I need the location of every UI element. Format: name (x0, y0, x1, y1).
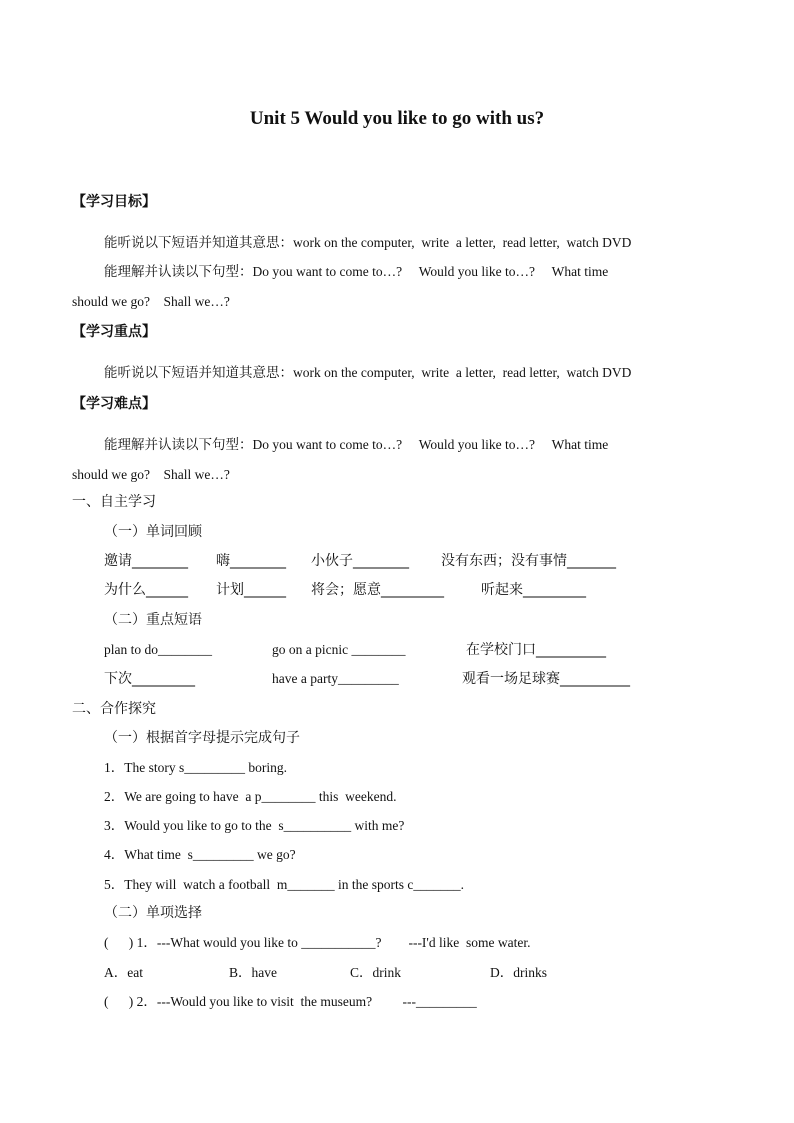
part1-sub1: （一）单词回顾 (104, 524, 202, 540)
part1-heading: 一、自主学习 (72, 494, 156, 510)
phrase-party: have a party_________ (272, 671, 399, 686)
part2-sub2: （二）单项选择 (104, 905, 202, 921)
phrase-next-time: 下次_________ (104, 671, 195, 687)
sentence-5: 5．They will watch a football m_______ in the sports c_______. (104, 877, 464, 892)
word-will: 将会；愿意_________ (311, 582, 444, 598)
word-hi: 嗨________ (216, 553, 286, 569)
word-nothing: 没有东西；没有事情_______ (441, 553, 616, 569)
word-plan: 计划______ (216, 582, 286, 598)
phrase-picnic: go on a picnic ________ (272, 642, 406, 657)
difficult-line-2: should we go? Shall we…? (72, 467, 230, 482)
difficult-line-1: 能理解并认读以下句型：Do you want to come to…? Would you like to…? What time (104, 437, 609, 452)
word-why: 为什么______ (104, 582, 188, 598)
goals-line-3: should we go? Shall we…? (72, 294, 230, 309)
goals-heading: 【学习目标】 (72, 194, 156, 210)
page-title: Unit 5 Would you like to go with us? (249, 108, 545, 129)
option-b: B．have (229, 965, 277, 980)
sentence-2: 2．We are going to have a p________ this weekend. (104, 789, 397, 804)
goals-line-1: 能听说以下短语并知道其意思：work on the computer, write a letter, read letter, watch DVD (104, 235, 632, 250)
word-invite: 邀请________ (104, 553, 188, 569)
choice-question-2: ( ) 2．---Would you like to visit the museum? ---_________ (104, 994, 477, 1009)
difficult-heading: 【学习难点】 (72, 396, 156, 412)
part1-sub2: （二）重点短语 (104, 612, 202, 628)
word-guy: 小伙子________ (311, 553, 409, 569)
option-c: C．drink (350, 965, 402, 980)
word-sound: 听起来_________ (481, 582, 586, 598)
sentence-4: 4．What time s_________ we go? (104, 847, 296, 862)
sentence-1: 1．The story s_________ boring. (104, 760, 287, 775)
choice-question-1: ( ) 1．---What would you like to ___________? ---I'd like some water. (104, 935, 531, 950)
part2-sub1: （一）根据首字母提示完成句子 (104, 730, 300, 746)
sentence-3: 3．Would you like to go to the s__________ with me? (104, 818, 405, 833)
option-d: D．drinks (490, 965, 547, 980)
goals-line-2: 能理解并认读以下句型：Do you want to come to…? Would you like to…? What time (104, 264, 609, 279)
phrase-school-gate: 在学校门口__________ (466, 642, 606, 658)
option-a: A．eat (104, 965, 143, 980)
phrase-football-match: 观看一场足球赛__________ (462, 671, 630, 687)
focus-heading: 【学习重点】 (72, 324, 156, 340)
focus-line-1: 能听说以下短语并知道其意思：work on the computer, write a letter, read letter, watch DVD (104, 365, 632, 380)
phrase-plan-to-do: plan to do________ (104, 642, 212, 657)
part2-heading: 二、合作探究 (72, 701, 156, 717)
